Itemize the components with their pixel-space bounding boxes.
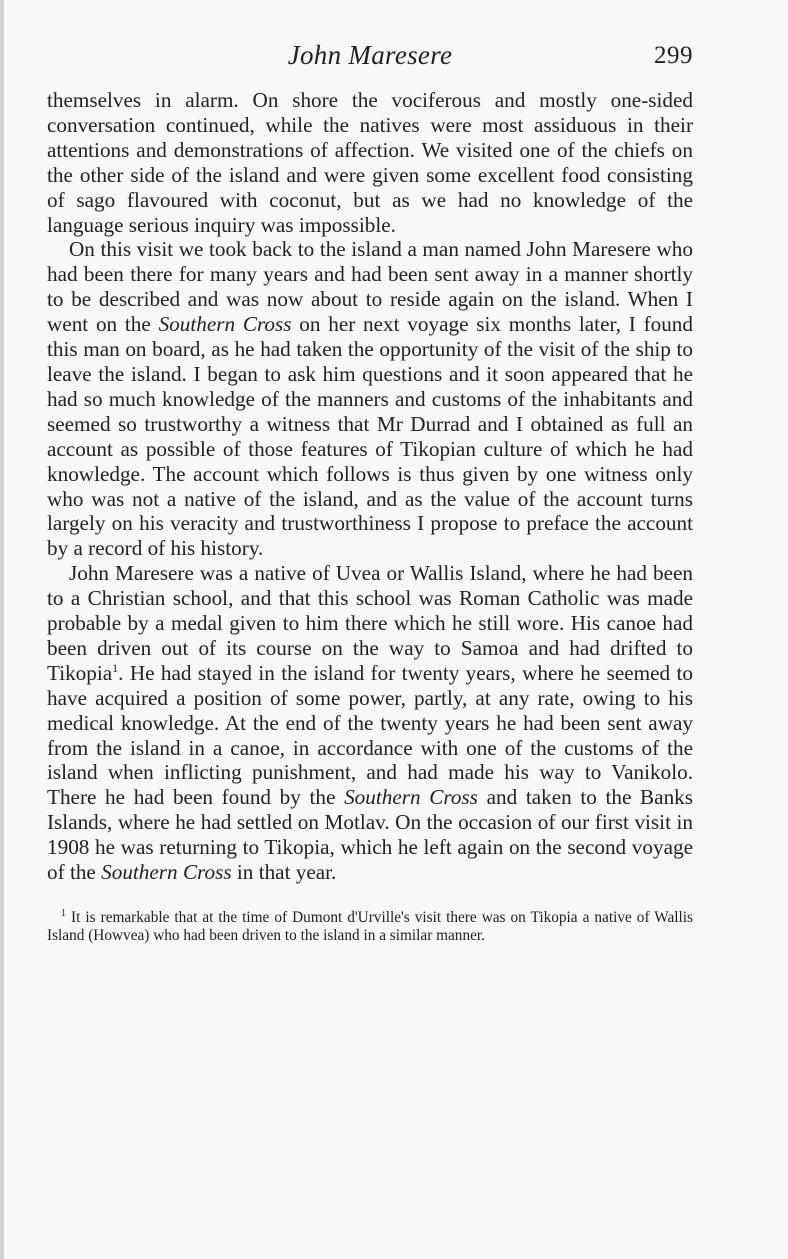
ship-name: Southern Cross xyxy=(158,312,292,337)
footnote-marker: 1 xyxy=(61,907,66,919)
page-edge-shadow xyxy=(0,0,4,1259)
paragraph-2-text-a: On this visit we took back to the island a man named John Maresere who had been there for many years and had been sent away in a manner shortly to be described and was now about to reside again on the island. When I went on the xyxy=(47,237,693,337)
paragraph-1-text: themselves in alarm. On shore the vociferous and mostly one-sided conversation continued, while the natives were most assiduous in their attentions and demonstrations of affection. We visited one of the chiefs on the other side of the island and were given some excellent food consisting of sago flavoured with coconut, but as we had no knowledge of the language serious inquiry was impossible. xyxy=(47,88,693,237)
footnote-reference[interactable]: 1 xyxy=(112,660,119,675)
footnote-1 xyxy=(47,909,693,945)
paragraph-3 xyxy=(47,561,693,885)
paragraph-2 xyxy=(47,237,693,561)
paragraph-3-text-c: and taken to the Banks Islands, where he had settled on Motlav. On the occasion of our first visit in 1908 he was returning to Tikopia, which he left again on the second voyage of the xyxy=(47,785,693,885)
paragraph-3-text-a: John Maresere was a native of Uvea or Wallis Island, where he had been to a Christian school, and that this school was Roman Catholic was made probable by a medal given to him there which he still wore. His canoe had been driven out of its course on the way to Samoa and had drifted to Tikopia xyxy=(47,561,693,685)
paragraph-3-text-b: . He had stayed in the island for twenty years, where he seemed to have acquired a position of some power, partly, at any rate, owing to his medical knowledge. At the end of the twenty years he had been sent away from the island in a canoe, in accordance with one of the customs of the island when inflicting punishment, and had made his way to Vanikolo. There he had been found by the xyxy=(47,660,693,810)
footnotes xyxy=(47,909,693,945)
ship-name: Southern Cross xyxy=(101,860,232,885)
paragraph-3-text-d: in that year. xyxy=(231,860,337,885)
book-page xyxy=(47,40,693,945)
running-title: John Maresere xyxy=(287,40,453,70)
paragraph-1 xyxy=(47,88,693,237)
page-number: 299 xyxy=(654,42,693,69)
running-head xyxy=(47,40,693,80)
body-text xyxy=(47,88,693,885)
paragraph-2-text-b: on her next voyage six months later, I found this man on board, as he had taken the opportunity of the visit of the ship to leave the island. I began to ask him questions and it soon appeared that he had so much knowledge of the manners and customs of the inhabitants and seemed so trustworthy a witness that Mr Durrad and I obtained as full an account as possible of those features of Tikopian culture of which he had knowledge. The account which follows is thus given by one witness only who was not a native of the island, and as the value of the account turns largely on his veracity and trustworthiness I propose to preface the account by a record of his history. xyxy=(47,312,693,561)
footnote-text: It is remarkable that at the time of Dumont d'Urville's visit there was on Tikopia a native of Wallis Island (Howvea) who had been driven to the island in a similar manner. xyxy=(47,909,693,944)
ship-name: Southern Cross xyxy=(344,785,478,810)
